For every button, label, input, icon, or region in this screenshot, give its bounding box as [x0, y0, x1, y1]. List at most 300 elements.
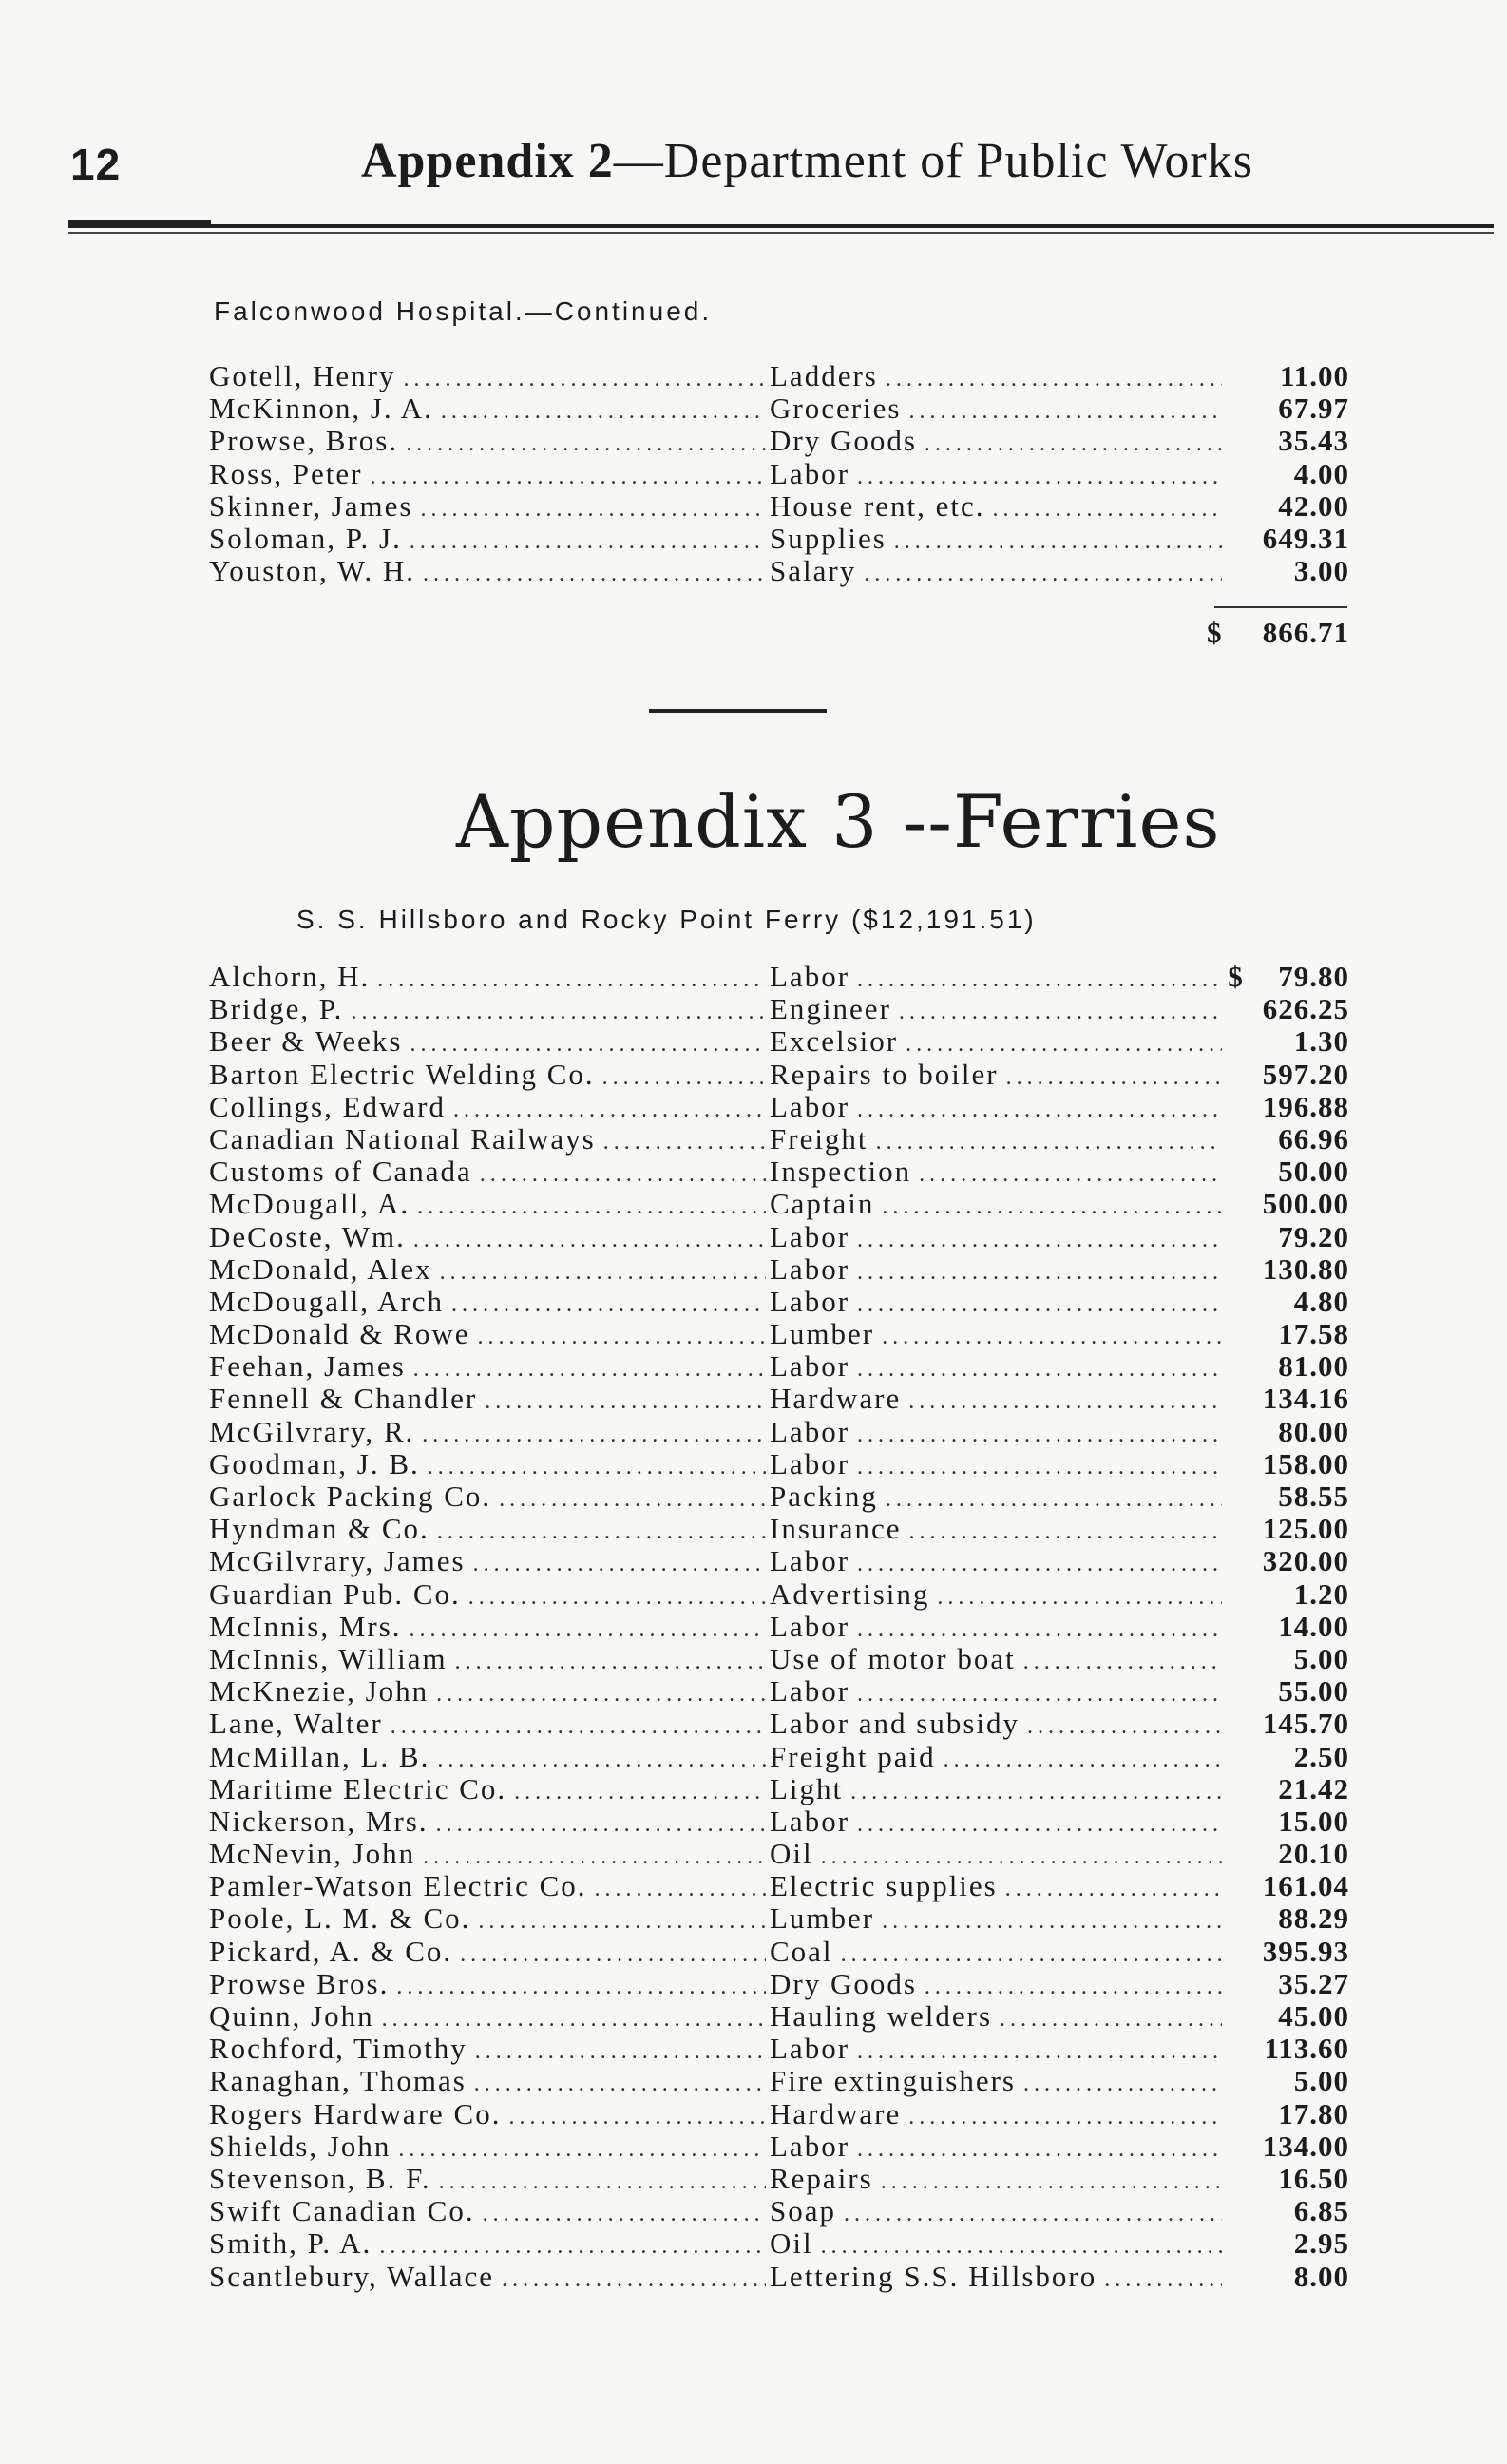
- leader-dots: [909, 399, 1223, 425]
- payee-text: Smith, P. A.: [209, 2226, 372, 2261]
- leader-dots: [857, 1682, 1222, 1708]
- amount: 15.00: [1278, 1804, 1349, 1838]
- leader-dots: [436, 1682, 766, 1708]
- table-row: [209, 1220, 1349, 1252]
- leader-dots: [602, 1065, 766, 1091]
- table-row: [209, 1122, 1349, 1155]
- item-description: [770, 1187, 1226, 1221]
- item-description: [770, 1740, 1226, 1774]
- ferries-table: [209, 960, 1349, 2292]
- description-text: Soap: [770, 2194, 836, 2228]
- item-description: [770, 1610, 1226, 1644]
- leader-dots: [413, 1357, 766, 1383]
- description-text: Coal: [770, 1934, 833, 1968]
- total-row: [1207, 616, 1349, 650]
- amount: 79.80: [1278, 960, 1349, 993]
- leader-dots: [925, 431, 1222, 457]
- amount: 35.27: [1278, 1966, 1349, 2000]
- description-text: Oil: [770, 1837, 813, 1871]
- section-divider: [649, 709, 827, 713]
- item-description: [770, 992, 1226, 1026]
- leader-dots: [478, 1325, 766, 1350]
- table-row: [209, 1999, 1349, 2032]
- leader-dots: [906, 1032, 1222, 1058]
- leader-dots: [396, 1975, 766, 2000]
- table-row: [209, 1805, 1349, 1837]
- leader-dots: [882, 1325, 1222, 1350]
- description-text: Hauling welders: [770, 1999, 993, 2033]
- leader-dots: [925, 1975, 1222, 2000]
- leader-dots: [993, 497, 1222, 523]
- payee-text: McDonald & Rowe: [209, 1317, 470, 1351]
- leader-dots: [474, 2072, 766, 2097]
- payee-name: [209, 392, 770, 426]
- leader-dots: [437, 1748, 766, 1773]
- item-description: [770, 554, 1226, 588]
- payee-name: [209, 1480, 770, 1514]
- table-row: [209, 1512, 1349, 1544]
- payee-name: [209, 1610, 770, 1644]
- description-text: Supplies: [770, 521, 887, 555]
- amount: 80.00: [1278, 1414, 1349, 1448]
- payee-text: DeCoste, Wm.: [209, 1219, 406, 1253]
- leader-dots: [475, 2039, 766, 2065]
- item-description: [770, 2130, 1226, 2164]
- payee-text: Ranaghan, Thomas: [209, 2064, 467, 2098]
- payee-name: [209, 1674, 770, 1709]
- table-row: [209, 1674, 1349, 1707]
- table-row: [209, 392, 1349, 424]
- description-text: Lumber: [770, 1317, 875, 1351]
- description-text: Repairs to boiler: [770, 1057, 999, 1091]
- section-title: Falconwood Hospital.—Continued.: [214, 296, 713, 326]
- leader-dots: [1005, 1877, 1222, 1902]
- item-description: [770, 1252, 1226, 1287]
- item-description: [770, 1122, 1226, 1156]
- amount: 134.00: [1262, 2129, 1349, 2163]
- item-description: [770, 2162, 1226, 2196]
- payee-name: [209, 1415, 770, 1449]
- description-text: Labor: [770, 2129, 850, 2163]
- payee-text: Quinn, John: [209, 1999, 374, 2033]
- amount: 5.00: [1293, 1641, 1349, 1675]
- table-row: [209, 1415, 1349, 1447]
- leader-dots: [480, 1162, 766, 1188]
- description-text: Engineer: [770, 992, 891, 1026]
- leader-dots: [417, 1194, 766, 1220]
- running-head: [361, 133, 1253, 189]
- table-row: [209, 992, 1349, 1024]
- leader-dots: [857, 465, 1222, 490]
- item-description: [770, 1220, 1226, 1254]
- payee-name: [209, 1382, 770, 1416]
- leader-dots: [857, 967, 1222, 993]
- leader-dots: [483, 2202, 766, 2227]
- payee-name: [209, 1317, 770, 1351]
- item-description: [770, 1382, 1226, 1416]
- description-text: Labor: [770, 1089, 850, 1123]
- item-description: [770, 1447, 1226, 1481]
- description-text: House rent, etc.: [770, 488, 985, 523]
- payee-name: [209, 960, 770, 994]
- table-row: [209, 2194, 1349, 2226]
- payee-name: [209, 1544, 770, 1578]
- payee-name: [209, 1220, 770, 1254]
- payee-name: [209, 522, 770, 556]
- appendix-title: Appendix 3 --Ferries: [456, 779, 1221, 864]
- description-text: Oil: [770, 2226, 813, 2261]
- payee-name: [209, 1869, 770, 1903]
- item-description: [770, 2097, 1226, 2131]
- table-row: [209, 2064, 1349, 2096]
- leader-dots: [844, 2202, 1222, 2227]
- leader-dots: [453, 1098, 766, 1123]
- leader-dots: [857, 1228, 1222, 1253]
- leader-dots: [876, 1130, 1222, 1156]
- amount: 3.00: [1293, 554, 1349, 588]
- description-text: Salary: [770, 554, 857, 588]
- payee-text: Poole, L. M. & Co.: [209, 1901, 471, 1936]
- leader-dots: [413, 1228, 766, 1253]
- description-text: Insurance: [770, 1512, 902, 1546]
- leader-dots: [485, 1389, 766, 1415]
- item-description: [770, 2064, 1226, 2098]
- payee-name: [209, 489, 770, 524]
- item-description: [770, 1577, 1226, 1612]
- currency-sign: $: [1228, 960, 1245, 993]
- payee-text: Goodman, J. B.: [209, 1446, 420, 1480]
- item-description: [770, 1349, 1226, 1384]
- leader-dots: [422, 1423, 766, 1448]
- table-row: [209, 359, 1349, 392]
- description-text: Inspection: [770, 1155, 912, 1189]
- item-description: [770, 2032, 1226, 2066]
- leader-dots: [351, 1000, 766, 1025]
- item-description: [770, 1837, 1226, 1871]
- leader-dots: [423, 562, 766, 587]
- description-text: Dry Goods: [770, 424, 917, 458]
- leader-dots: [857, 1292, 1222, 1318]
- table-row: [209, 1349, 1349, 1382]
- table-row: [209, 2162, 1349, 2194]
- payee-text: Beer & Weeks: [209, 1024, 403, 1059]
- leader-dots: [908, 1389, 1222, 1415]
- leader-dots: [420, 497, 766, 523]
- payee-name: [209, 2130, 770, 2164]
- amount: 14.00: [1278, 1609, 1349, 1643]
- amount: 1.30: [1293, 1024, 1349, 1059]
- table-row: [209, 1155, 1349, 1187]
- leader-dots: [478, 1909, 766, 1935]
- ferry-subtitle: S. S. Hillsboro and Rocky Point Ferry ($12,191.51): [296, 905, 1037, 934]
- amount: 1.20: [1293, 1576, 1349, 1611]
- amount: 58.55: [1278, 1480, 1349, 1513]
- leader-dots: [857, 1812, 1222, 1838]
- amount: 626.25: [1262, 992, 1349, 1026]
- leader-dots: [857, 1617, 1222, 1643]
- description-text: Freight: [770, 1121, 868, 1156]
- item-description: [770, 2260, 1226, 2294]
- item-description: [770, 1512, 1226, 1546]
- payee-name: [209, 2260, 770, 2294]
- payee-name: [209, 1740, 770, 1774]
- leader-dots: [821, 2234, 1222, 2260]
- amount: 21.42: [1278, 1771, 1349, 1805]
- payee-text: Maritime Electric Co.: [209, 1771, 507, 1805]
- table-row: [209, 1901, 1349, 1934]
- total-rule: [1214, 606, 1347, 608]
- amount: 55.00: [1278, 1674, 1349, 1709]
- item-description: [770, 1674, 1226, 1709]
- table-row: [209, 1577, 1349, 1610]
- leader-dots: [857, 2137, 1222, 2163]
- item-description: [770, 1058, 1226, 1092]
- payee-text: Bridge, P.: [209, 992, 344, 1026]
- description-text: Hardware: [770, 2096, 902, 2130]
- leader-dots: [937, 1585, 1222, 1611]
- table-row: [209, 2032, 1349, 2064]
- payee-text: Canadian National Railways: [209, 1121, 596, 1156]
- leader-dots: [850, 1780, 1222, 1805]
- payee-text: Rochford, Timothy: [209, 2032, 467, 2066]
- item-description: [770, 1772, 1226, 1806]
- payee-text: Stevenson, B. F.: [209, 2161, 431, 2195]
- payee-text: Ross, Peter: [209, 456, 363, 490]
- description-text: Labor: [770, 960, 850, 993]
- item-description: [770, 1544, 1226, 1578]
- item-description: [770, 1869, 1226, 1903]
- amount: 113.60: [1264, 2032, 1349, 2066]
- description-text: Advertising: [770, 1576, 930, 1611]
- amount: 125.00: [1262, 1512, 1349, 1546]
- payee-name: [209, 2064, 770, 2098]
- amount: 2.95: [1293, 2226, 1349, 2261]
- amount: 79.20: [1278, 1219, 1349, 1253]
- leader-dots: [881, 2169, 1222, 2195]
- payee-name: [209, 1187, 770, 1221]
- leader-dots: [437, 1519, 766, 1545]
- leader-dots: [821, 1844, 1222, 1870]
- description-text: Fire extinguishers: [770, 2064, 1016, 2098]
- hospital-table: [209, 359, 1349, 586]
- table-row: [209, 1869, 1349, 1901]
- item-description: [770, 2194, 1226, 2228]
- payee-text: Lane, Walter: [209, 1707, 383, 1741]
- table-row: [209, 1837, 1349, 1869]
- leader-dots: [857, 1260, 1222, 1286]
- header-rule: [68, 224, 1494, 234]
- item-description: [770, 1155, 1226, 1189]
- leader-dots: [886, 1487, 1222, 1513]
- description-text: Labor: [770, 1284, 850, 1318]
- payee-name: [209, 1935, 770, 1969]
- payee-text: McDougall, A.: [209, 1187, 410, 1221]
- table-row: [209, 1090, 1349, 1122]
- leader-dots: [508, 2105, 766, 2130]
- description-text: Labor: [770, 1349, 850, 1384]
- payee-text: Hyndman & Co.: [209, 1512, 429, 1546]
- running-head-appendix: Appendix 2: [361, 134, 614, 188]
- amount: 320.00: [1262, 1544, 1349, 1578]
- amount: 196.88: [1262, 1089, 1349, 1123]
- leader-dots: [857, 1423, 1222, 1448]
- payee-name: [209, 2097, 770, 2131]
- leader-dots: [909, 1519, 1223, 1545]
- description-text: Ladders: [770, 359, 878, 392]
- item-description: [770, 1415, 1226, 1449]
- leader-dots: [391, 1714, 766, 1740]
- amount: 66.96: [1278, 1121, 1349, 1156]
- amount: 161.04: [1262, 1869, 1349, 1903]
- payee-text: Collings, Edward: [209, 1089, 446, 1123]
- leader-dots: [499, 1487, 766, 1513]
- leader-dots: [944, 1748, 1222, 1773]
- payee-name: [209, 1024, 770, 1059]
- leader-dots: [423, 1844, 766, 1870]
- leader-dots: [440, 1260, 766, 1286]
- payee-name: [209, 1805, 770, 1839]
- leader-dots: [379, 2234, 766, 2260]
- description-text: Labor: [770, 1446, 850, 1480]
- leader-dots: [857, 1552, 1222, 1577]
- payee-text: McGilvrary, James: [209, 1544, 466, 1578]
- payee-name: [209, 1155, 770, 1189]
- payee-name: [209, 1252, 770, 1287]
- leader-dots: [514, 1780, 766, 1805]
- payee-name: [209, 1642, 770, 1676]
- payee-text: McNevin, John: [209, 1837, 416, 1871]
- payee-name: [209, 1447, 770, 1481]
- leader-dots: [857, 1357, 1222, 1383]
- description-text: Repairs: [770, 2161, 873, 2195]
- payee-name: [209, 424, 770, 458]
- leader-dots: [398, 2137, 766, 2163]
- item-description: [770, 1285, 1226, 1319]
- leader-dots: [468, 1585, 766, 1611]
- description-text: Labor: [770, 2032, 850, 2066]
- description-text: Captain: [770, 1187, 875, 1221]
- leader-dots: [1006, 1065, 1222, 1091]
- leader-dots: [439, 2169, 766, 2195]
- description-text: Lumber: [770, 1901, 875, 1936]
- payee-name: [209, 2162, 770, 2196]
- payee-text: Prowse Bros.: [209, 1966, 390, 2000]
- payee-text: McInnis, Mrs.: [209, 1609, 402, 1643]
- payee-text: McMillan, L. B.: [209, 1739, 430, 1773]
- payee-text: Youston, W. H.: [209, 554, 415, 588]
- leader-dots: [1023, 2072, 1222, 2097]
- payee-text: Pickard, A. & Co.: [209, 1934, 453, 1968]
- item-description: [770, 457, 1226, 491]
- table-row: [209, 1382, 1349, 1414]
- table-row: [209, 960, 1349, 992]
- table-row: [209, 1707, 1349, 1739]
- table-row: [209, 1967, 1349, 1999]
- leader-dots: [1104, 2267, 1222, 2293]
- leader-dots: [1027, 1714, 1222, 1740]
- item-description: [770, 489, 1226, 524]
- payee-name: [209, 1577, 770, 1612]
- amount: 17.58: [1278, 1317, 1349, 1351]
- leader-dots: [410, 529, 766, 555]
- table-row: [209, 2097, 1349, 2130]
- description-text: Labor and subsidy: [770, 1707, 1021, 1741]
- table-row: [209, 522, 1349, 554]
- payee-text: Shields, John: [209, 2129, 391, 2163]
- amount: 8.00: [1293, 2259, 1349, 2293]
- amount: 649.31: [1262, 521, 1349, 555]
- table-row: [209, 1187, 1349, 1219]
- leader-dots: [377, 967, 766, 993]
- item-description: [770, 392, 1226, 426]
- payee-name: [209, 2226, 770, 2261]
- payee-text: McKinnon, J. A.: [209, 392, 433, 426]
- payee-text: Nickerson, Mrs.: [209, 1804, 429, 1838]
- payee-text: Gotell, Henry: [209, 359, 396, 392]
- description-text: Use of motor boat: [770, 1641, 1016, 1675]
- payee-text: McDougall, Arch: [209, 1284, 444, 1318]
- amount: 5.00: [1293, 2064, 1349, 2098]
- description-text: Freight paid: [770, 1739, 936, 1773]
- total-amount: 866.71: [1262, 616, 1349, 649]
- item-description: [770, 2226, 1226, 2261]
- payee-name: [209, 457, 770, 491]
- amount: 45.00: [1278, 1999, 1349, 2033]
- payee-name: [209, 1999, 770, 2034]
- leader-dots: [857, 1455, 1222, 1480]
- item-description: [770, 424, 1226, 458]
- description-text: Hardware: [770, 1382, 902, 1416]
- description-text: Light: [770, 1771, 844, 1805]
- payee-text: McInnis, William: [209, 1641, 448, 1675]
- description-text: Excelsior: [770, 1024, 899, 1059]
- description-text: Dry Goods: [770, 1966, 917, 2000]
- leader-dots: [841, 1942, 1222, 1968]
- payee-text: Alchorn, H.: [209, 960, 371, 993]
- item-description: [770, 522, 1226, 556]
- amount: 81.00: [1278, 1349, 1349, 1384]
- payee-name: [209, 1122, 770, 1156]
- leader-dots: [451, 1292, 766, 1318]
- item-description: [770, 1707, 1226, 1741]
- payee-name: [209, 1058, 770, 1092]
- description-text: Packing: [770, 1480, 878, 1513]
- table-row: [209, 1252, 1349, 1285]
- table-row: [209, 2260, 1349, 2292]
- amount: 134.16: [1262, 1382, 1349, 1416]
- table-row: [209, 1024, 1349, 1057]
- table-row: [209, 1935, 1349, 1967]
- item-description: [770, 1024, 1226, 1059]
- payee-name: [209, 1707, 770, 1741]
- payee-text: Prowse, Bros.: [209, 424, 399, 458]
- item-description: [770, 359, 1226, 393]
- amount: 88.29: [1278, 1901, 1349, 1936]
- item-description: [770, 1480, 1226, 1514]
- payee-name: [209, 1349, 770, 1384]
- leader-dots: [410, 1617, 766, 1643]
- amount: 20.10: [1278, 1837, 1349, 1871]
- table-row: [209, 1544, 1349, 1576]
- payee-text: Skinner, James: [209, 488, 413, 523]
- payee-name: [209, 1772, 770, 1806]
- payee-name: [209, 1967, 770, 2001]
- payee-text: Guardian Pub. Co.: [209, 1576, 461, 1611]
- leader-dots: [382, 2007, 766, 2033]
- item-description: [770, 1935, 1226, 1969]
- payee-name: [209, 1901, 770, 1936]
- payee-text: Rogers Hardware Co.: [209, 2096, 502, 2130]
